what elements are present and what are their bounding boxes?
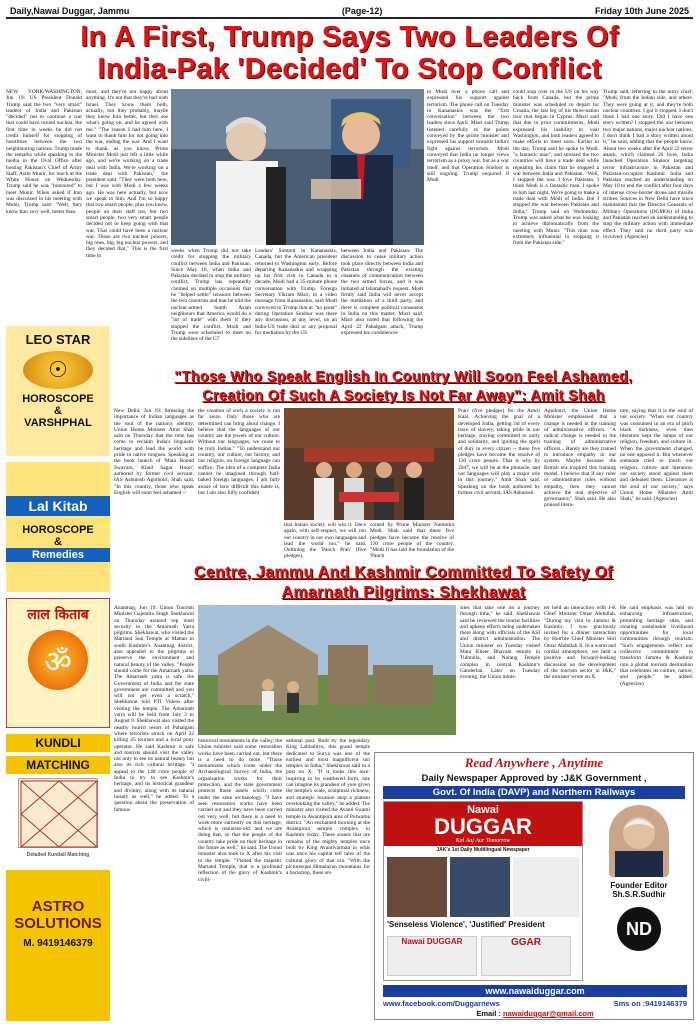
sms-number: Sms on :9419146379 [613, 999, 687, 1008]
mockup-tagline: Kal Aaj Aur Tomorrow [455, 838, 511, 844]
kundli-matching-box [6, 734, 110, 864]
header-page-number: (Page-12) [341, 5, 383, 16]
story2-col3: that Indian society will win it. Once again, with self-respect, we will run our country in our own languages and lead the world too," he said. Outlining the 'Panch Pran' (five pledges), [284, 522, 366, 560]
story3-headline [114, 563, 693, 603]
mockup-banner: JAK's 1st Daily Multilingual Newspaper [436, 847, 530, 853]
story2-headline-line2: Creation Of Such A Society Is Not Far Away": Amit Shah [202, 388, 605, 404]
event-stage-illustration [284, 408, 454, 520]
astro-sidebar [6, 326, 110, 1021]
amit-shah-photo [284, 408, 454, 520]
lal-kitab-title: Lal Kitab [6, 496, 110, 516]
story3-col5: ter held an interaction with J-K Chief Minister Omar Abdullah. "During my visit to Jammu & Kashmir, I was graciously invited for a dinner interaction by Hon'ble Chief Minister Shri Omar Abdullah Ji. In a warm and cordial atmosphere, we held a positive and forward-looking discussion on the development of the tourism sector in J&K," the minister wrote on X. [544, 605, 616, 681]
temple-illustration [198, 605, 456, 735]
story1-headline [6, 21, 693, 85]
matching-label: MATCHING [6, 756, 110, 774]
page-header [6, 4, 693, 19]
story3-headline-line2: Amarnath Pilgrims: Shekhawat [281, 584, 526, 601]
lal-kitab-box [6, 462, 110, 592]
leo-horoscope-label: HOROSCOPE [22, 393, 94, 405]
story1-col5: between India and Pakistan. The discussion to cease military action took place directly between India and Pakistan through the existing channels of communication between the two armed forces, and it was initiated at Islamabad's request. Modi firmly said India will never accept the mediation of a third party, and there is complete political consensus in India on this matter, Misri said. Misri also noted that following the April 22 Pahalgam attack, Trump expressed his condolences [341, 248, 423, 336]
story2-col5: Pran' (five pledges) for the Amrit Kaal. Achieving the goal of a developed India, getting rid of every trace of slavery, taking pride in our heritage, staying committed to unity and solidarity, and igniting the spirit of duty in every citizen -- these five pledges have become the resolve of 130 crore people. That is why by 2047, we will be at the pinnacle, and our languages will play a major role in this journey," Amit Shah said. Speaking on the book authored by former civil servant, IAS Ashutosh [458, 408, 540, 496]
photo-illustration [171, 89, 424, 245]
mockup-masthead [384, 802, 582, 846]
om-symbol-icon: ॐ [28, 630, 88, 690]
astro-phone: M. 9419146379 [23, 938, 93, 949]
story3-col1: Anantnag, Jun 19: Union Tourism Minister Gajendra Singh Shekhawat on Thursday assured top most security to the Amarnath Yatra pilgrims. Shekhawat, who visited the Martand Sun Temple at Mattan in south Kashmir's Anantnag district, also appealed to the pilgrims to preserve the environment and natural beauty of the valley. "People should come for the Amarnath yatra. The Amarnath yatra is safe, the Government of India and the state government are committed and you will not get even a scratch," Shekhawat told PTI Videos after visiting the temple. The Amarnath yatra will be held from July 3 to August 9. Shekhawat also visited the nearby tourist resort of Pahalgam where terrorists struck on April 22 killing 25 tourists and a local pony operator. He said Kashmir is safe and tourists should visit the valley not only to see its natural beauty but also its rich cultural heritage. "I appeal to the 140 crore people of India to try to see Kashmir's heritage, and its historical grandeur and divinity, along with its natural beauty as well," he added. To a question about the preservation of famous [114, 605, 194, 813]
story2-headline [114, 368, 693, 406]
header-paper-name: Daily,Nawai Duggar, Jammu [10, 5, 130, 16]
story2-col6: Agnihotri, the Union Home Minister emphasised that a change is needed in the training of administrative officers. "A radical change is needed in the training of administrative officers... Rarely are they trained to introduce empathy in our system. Maybe because the British era inspired this training model. I believe that if any ruler or administrator rules without empathy, then they cannot achieve the real objective of governance," Shah said. He also praised litera- [544, 408, 616, 509]
lal-horoscope-label: HOROSCOPE [22, 524, 94, 536]
front-page-mockup [383, 801, 583, 981]
kundli-chart-icon [18, 778, 98, 848]
kundli-label: KUNDLI [6, 734, 110, 752]
ad-approval-line1: Daily Newspaper Approved by :J&K Government , [421, 773, 647, 784]
story1-col1: NEW YORK/WASHINGTON, Jun 19: US President Donald Trump said the two "very smart" leaders of India and Pakistan "decided" not to continue a war that could have turned nuclear, the first time in weeks he did not credit himself for stopping of hostilities between the two neighbouring nations. Trump made the remarks while speaking to the media in the Oval Office after hosting Pakistan's Chief of Army Staff, Asim Munir, for lunch at the White House on Wednesday. Trump said he was "honoured" to meet Munir. When asked if Iran was discussed in his meeting with Munir, Trump said: "Well, they know Iran very well, better than [6, 89, 82, 215]
mockup-brand: DUGGAR [434, 814, 532, 839]
lal-amp: & [54, 536, 62, 548]
story2-col2: the creation of such a society is not far away. Only those who are determined can bring about change. I believe that the languages of our country are the jewels of our culture. Without our languages, we cease to be truly Indian." "To understand our country, our culture, our history, and our religion, no foreign language can suffice. The idea of a complete India cannot be imagined through half-baked foreign languages. I am fully aware of how difficult this battle is, but I am also fully confident [198, 408, 280, 496]
story1-headline-line1: In A First, Trump Says Two Leaders Of [80, 21, 619, 53]
mockup-headline: 'Senseless Violence', 'Justified' President [387, 920, 545, 929]
leo-amp: & [54, 405, 62, 417]
header-date: Friday 10th June 2025 [594, 5, 689, 16]
story1-col4: Leaders' Summit in Kananaskis, Canada, but the American president returned to Washington early. Before departing Kananaskis and wrapping up his first visit to Canada in a decade, Modi had a 35-minute phone conversation with Trump. Foreign Secretary Vikram Misri, in a video message from Kananaskis, said Modi conveyed to Trump that at "no point" during Operation Sindoor was there any discussion, at any level, on an India-US trade deal or any proposal for mediation by the US [255, 248, 337, 336]
story1-col8: Trump said, referring to the army chief. "Modi, from the Indian side, and others. They were going at it, and they're both nuclear countries. I got it stopped. I don't think I had one story. Did I have one story written? I stopped the war between two major nations, major nuclear nations. I don't think I had a story written about it," he said, adding that the people know. About two weeks after the April 22 terror attack, which claimed 26 lives, India launched Operation Sindoor targeting terror infrastructure in Pakistan and Pakistan-occupied Kashmir. India and Pakistan reached an understanding on May 10 to end the conflict after four days of intense cross-border drone and missile strikes. Sources in New Delhi have since maintained that the Director Generals of Military Operations (DGMOs) of India and Pakistan reached an understanding to stop the military action with immediate effect. They said no third party was involved. (Agencies) [603, 89, 693, 240]
story2-col1: New Delhi, Jun 19: Stressing the importance of Indian languages as the soul of the nation's identity, Union Home Minister Amit Shah said on Thursday that the time has come to reclaim India's linguistic heritage and lead the world with pride in native tongues. Speaking at the book launch of 'Main Boond Swayam, Khud Sagar Hoon', authored by former civil servant, IAS Ashutosh Agnihotri, Shah said, "In this country, those who speak English will soon feel ashamed -- [114, 408, 194, 496]
founder-portrait [609, 805, 669, 877]
ad-contact-row [383, 999, 687, 1008]
facebook-link[interactable]: www.facebook.com/Duggarnews [383, 999, 500, 1008]
founder-name: Sh.S.R.Sudhir [612, 890, 666, 899]
story1-col2: most, and they're not happy about anything. It's not that they're bad with Israel. They know them both, actually, but they probably, maybe they know Iran better, but they see what's going on, and he agreed with me." "The reason I had him here, I want to thank him for not going into the war, ending the war. And I want to thank, as you know, Prime Minister Modi just left a little while ago, and we're working on a trade deal with India. We're working on a trade deal with Pakistan," the president said. "They were both here, but I was with Modi a few weeks ago. He was here actually, but now we speak to him. And I'm so happy that two smart people, plus you know, people on their staff too, but two smart people, two very smart people decided not to keep going with that war. That could have been a nuclear war. Those are two nuclear powers, big ones, big, big nuclear powers, and they decided that," This is the first time in [86, 89, 168, 259]
hindi-lal-kitab-box [6, 598, 110, 728]
story2-col7: ture, saying that it is the soul of our society. "When our country was consumed in an era of pitch black darkness, even then literature kept the lamps of our religion, freedom, and culture lit. When the government changed, no one opposed it. But whenever someone tried to touch our religion, culture and literature, our society stood against them and defeated them. Literature is the soul of our society," says Union Home Minister Amit Shah," he said. (Agencies) [620, 408, 693, 503]
email-address[interactable]: nawaiduggar@gmail.com [503, 1009, 594, 1018]
story3-col6: He said emphasis was laid on enhancing infrastructure, promoting heritage sites, and creating sustainable livelihood opportunities for local communities through tourism. "Such engagements reflect our collective commitment to transform Jammu & Kashmir into a global tourism destination that celebrates its culture, nature, and people," he added. (Agencies) [620, 605, 693, 687]
story1-col3: weeks when Trump did not take credit for stopping the military conflict between India and Pakistan. Since May 10, when India and Pakistan decided to stop the military conflict, Trump has repeatedly claimed on multiple occasions that he "helped settle" tensions between the two countries and that he told the nuclear-armed South Asian neighbours that America would do a "lot of trade" with them if they stopped the conflict. Modi and Trump were scheduled to meet on the sidelines of the G7 [171, 248, 251, 343]
martand-temple-photo [198, 605, 456, 735]
story2-col4: coined by Prime Minister Narendra Modi, Shah said that these five pledges have become the resolve of 130 crore people of the country. "Modi Ji has laid the foundation of the 'Panch [370, 522, 454, 560]
zodiac-wheel-icon: ☉ [23, 351, 93, 389]
mockup-photo-2 [450, 857, 510, 917]
hindi-lal-kitab-title: लाल किताब [27, 607, 89, 623]
mockup-brand-top: Nawai [467, 804, 499, 816]
story3-col4b: sites that take one on a journey through time," he said. Shekhawat said he reviewed the tourist facilities and upkeep efforts being undertaken there along with officials of the ASI and district administration. The Union minister on Tuesday visited Mata Kheer Bhavani temple in Tulmulla, and Narang Temple complex in central Kashmir's Ganderbal. Later on Tuesday evening, the Union minis- [460, 605, 540, 681]
story2-headline-line1: "Those Who Speak English In Country Will Soon Feel Ashamed, [174, 369, 633, 385]
story1-col6: to Modi over a phone call and expressed his support against terrorism. The phone call on Tuesday in Kananaskis was the "first conversation" between the two leaders since April. Misri said Trump listened carefully to the points conveyed by the prime minister and expressed his support towards India's fight against terrorism. Modi conveyed that India no longer views terrorism as a proxy war, but as a war itself, and that Operation Sindoor is still ongoing. Trump enquired if Modi [427, 89, 509, 184]
mockup-text-block [513, 857, 579, 917]
story3-col3: sational past. Built by the legendary King Lalitaditya, this grand temple dedicated to Surya was one of the earliest and most magnificent sun temples in India," Shekhawat said in a post on X. "If it looks this awe-inspiring in its weathered form, one can imagine its grandeur of yore given the temple's scale, sculptural richness, and strategic location atop a plateau overlooking the valley," he added. The minister also visited the Avanti Swami temple in Awantipora area of Pulwama district. "An enchanted morning at the Avantipora temple complex in Kashmir today. These stones that are remains of the mighty temples once built by King Avantivarman in what was once his capital tell tales of the cultural glory of that era. "With the picturesque Himalayan mountains for a backdrop, these are [286, 738, 370, 877]
trump-modi-photo [171, 89, 424, 245]
story1-headline-line2: India-Pak 'Decided' To Stop Conflict [97, 53, 602, 85]
nd-logo-icon: ND [617, 907, 661, 951]
mockup-photo-1 [387, 857, 447, 917]
ad-approval-line2: Govt. Of India (DAVP) and Northern Railways [383, 786, 685, 799]
leo-star-box [6, 326, 110, 456]
astro-label: ASTRO [31, 898, 85, 915]
ad-website[interactable]: www.nawaiduggar.com [383, 985, 687, 997]
astro-solutions-box [6, 870, 110, 1021]
story1-col7: could stop over in the US on his way back from Canada, but the prime minister was scheduled to depart for Croatia, the last leg of his three-nation tour that began in Cyprus. Misri said that due to prior commitments, Modi expressed his inability to visit Washington, and both leaders agreed to make efforts to meet soon. Earlier in the day, Trump said he spoke to Modi, "a fantastic man", and stressed the two countries will have a trade deal while repeating his claim that he stopped a war between India and Pakistan. "Well, I stopped the war. I love Pakistan. I think Modi is a fantastic man. I spoke to him last night. We're going to make a trade deal with Modi of India. But I stopped the war between Pakistan and India," Trump said on Wednesday. Trump was asked what he was looking to achieve diplomatically from the meeting with Munir. "This man was extremely influential in stopping it from the Pakistan side," [513, 89, 599, 247]
story3-headline-line1: Centre, Jammu And Kashmir Committed To Safety Of [194, 564, 613, 581]
leo-star-title: LEO STAR [25, 332, 91, 347]
solutions-label: SOLUTIONS [14, 915, 102, 932]
leo-varshphal-label: VARSHPHAL [24, 417, 92, 429]
mini-paper-2: GGAR [481, 936, 571, 976]
newspaper-advertisement [374, 752, 694, 1020]
founder-label: Founder Editor [610, 881, 668, 890]
kundli-caption: Detailed Kundali Matching [26, 852, 90, 858]
email-label: Email : [476, 1009, 501, 1018]
founder-panel [589, 801, 689, 951]
ad-slogan: Read Anywhere , Anytime [464, 755, 604, 770]
story3-col2: historical monuments in the valley, the Union minister said some restoration works have been carried out, but there is a need to do more. "Those monuments which come under the Archaeological Survey of India, the organisation works for their protection, and the state government protects those assets which come under the state archaeology. "I have seen restoration works have been carried out and they have been carried out very well, but there is a need to work more earnestly on this heritage, which is centuries-old, and we are doing that, so that the people of the country take pride on their heritage in the future as well," he said. The Union minister also took to X after his visit to the temple. "Visited the majestic Martand Temple, that is a profound reflection of the glory of Kashmir's civili- [198, 738, 282, 883]
lal-remedies-label: Remedies [6, 548, 110, 562]
mini-paper-1: Nawai DUGGAR [387, 936, 477, 976]
ad-email-row [383, 1009, 687, 1018]
